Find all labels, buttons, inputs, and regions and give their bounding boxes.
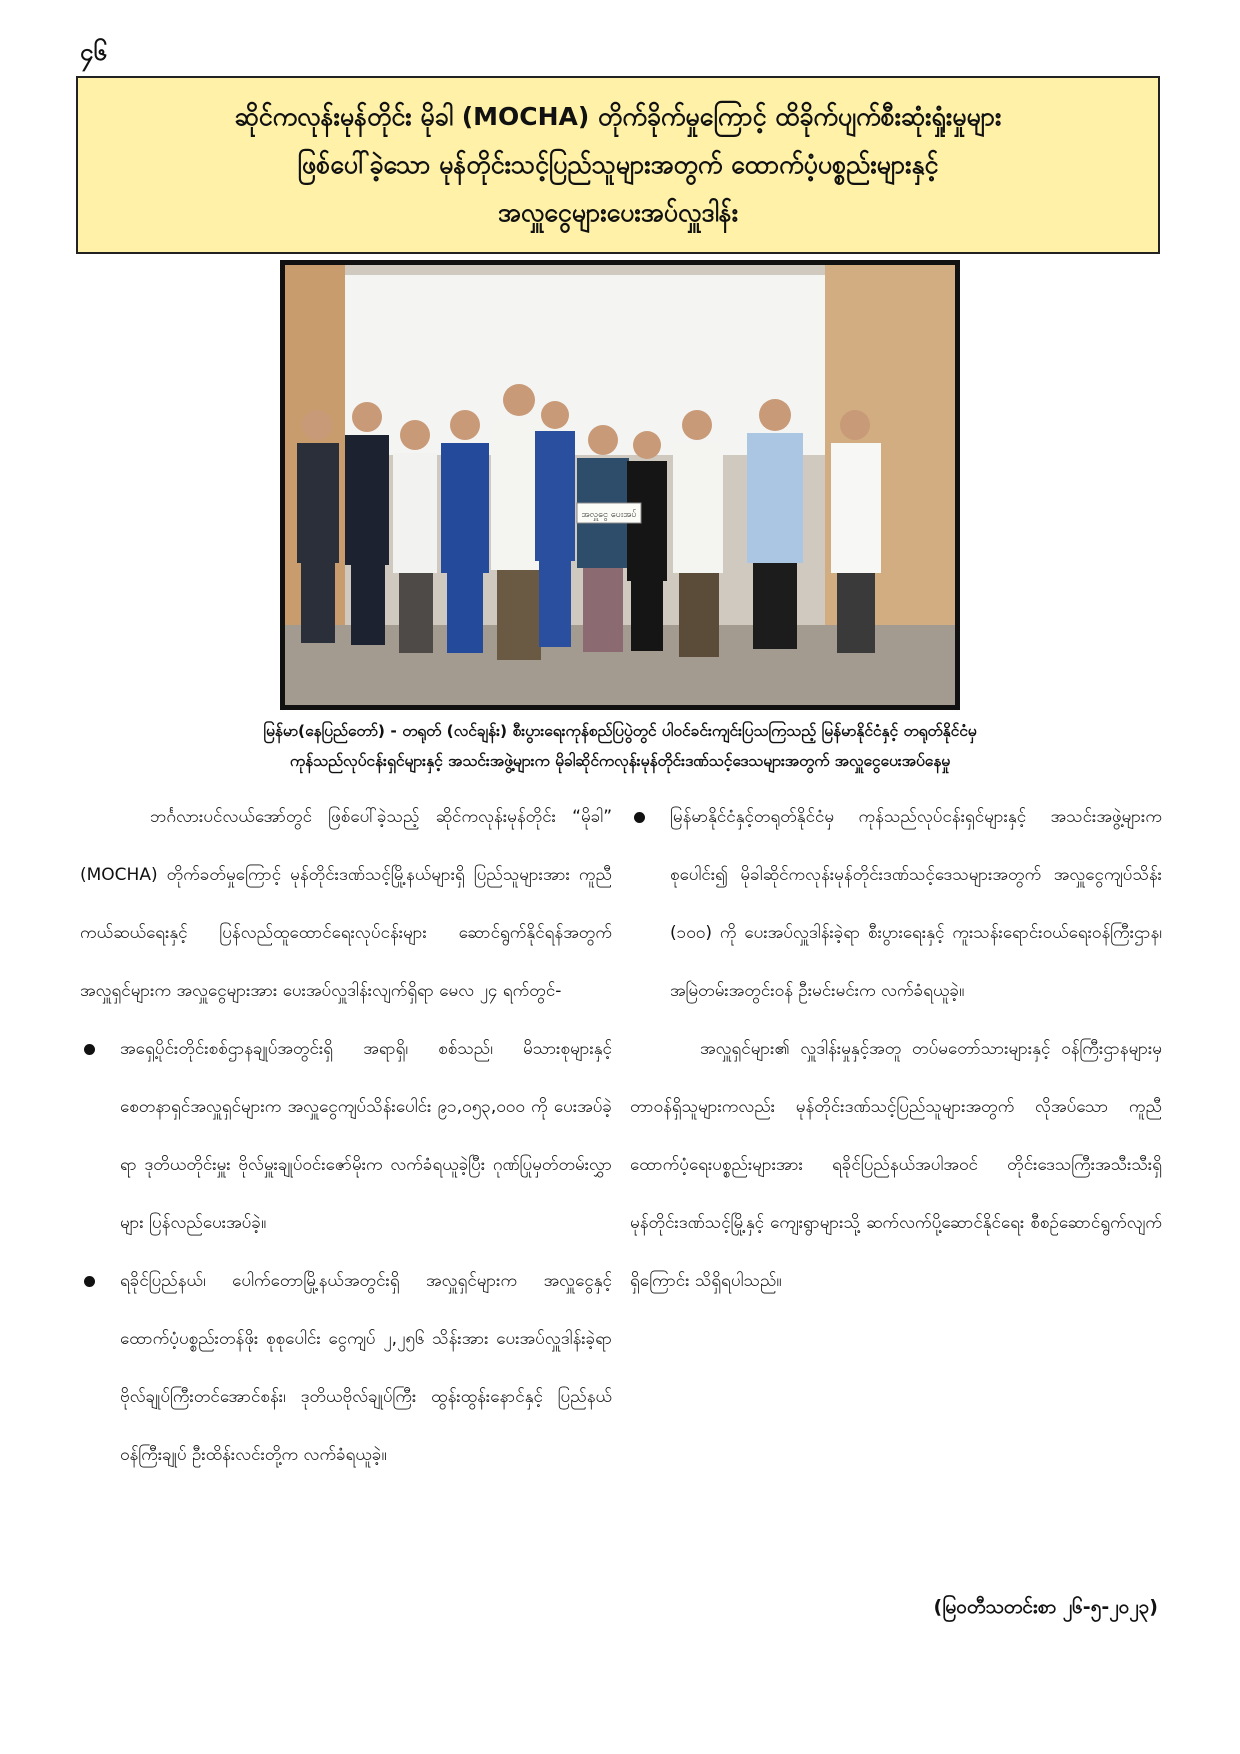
photo-caption [76, 716, 1164, 776]
person [535, 401, 575, 647]
left-column [80, 788, 612, 1484]
list-item-text: မြန်မာနိုင်ငံနှင့်တရုတ်နိုင်ငံမှ ကုန်သည်လုပ်ငန်းရှင်များနှင့် အသင်းအဖွဲ့များက စုပေါင်း၍ မိုခါဆိုင်ကလုန်းမုန်တိုင်းဒဏ်သင့်ဒေသများအတွက် အလှူငွေကျပ်သိန်း (၁၀၀) ကို ပေးအပ်လှူဒါန်းခဲ့ရာ စီးပွားရေးနှင့် ကူးသန်းရောင်းဝယ်ရေးဝန်ကြီးဌာန၊ အမြဲတမ်းအတွင်းဝန် ဦးမင်းမင်းက လက်ခံရယူခဲ့။ [670, 807, 1162, 1001]
person [345, 402, 389, 645]
person [393, 420, 437, 653]
headline-line-2: ဖြစ်ပေါ်ခဲ့သော မုန်တိုင်းသင့်ပြည်သူများအတွက် ထောက်ပံ့ပစ္စည်းများနှင့် [297, 150, 939, 179]
person [297, 410, 339, 643]
news-photo [280, 260, 960, 710]
person [441, 410, 489, 653]
person [577, 425, 629, 652]
bullet-icon [84, 1276, 95, 1287]
bullet-icon [84, 1044, 95, 1055]
donation-board-text: အလှူငွေ ပေးအပ် [581, 510, 637, 520]
person [747, 399, 803, 649]
person [831, 410, 881, 653]
photo-illustration [285, 265, 955, 705]
headline-box [76, 76, 1160, 254]
closing-paragraph: အလှူရှင်များ၏ လှူဒါန်းမှုနှင့်အတူ တပ်မတော်သားများနှင့် ဝန်ကြီးဌာနများမှ တာဝန်ရှိသူများကလည်း မုန်တိုင်းဒဏ်သင့်ပြည်သူများအတွက် လိုအပ်သော ကူညီထောက်ပံ့ရေးပစ္စည်းများအား ရခိုင်ပြည်နယ်အပါအဝင် တိုင်းဒေသကြီးအသီးသီးရှိ မုန်တိုင်းဒဏ်သင့်မြို့နှင့် ကျေးရွာများသို့ ဆက်လက်ပို့ဆောင်နိုင်ရေး စီစဉ်ဆောင်ရွက်လျက်ရှိကြောင်း သိရှိရပါသည်။ [630, 1039, 1162, 1291]
right-column [630, 788, 1162, 1310]
page-number: ၄၆ [80, 38, 107, 66]
headline-line-1: ဆိုင်ကလုန်းမုန်တိုင်း မိုခါ (MOCHA) တိုက်ခိုက်မှုကြောင့် ထိခိုက်ပျက်စီးဆုံးရှုံးမှုများ [234, 102, 1002, 131]
bullet-icon [634, 812, 645, 823]
intro-paragraph: ဘင်္ဂလားပင်လယ်အော်တွင် ဖြစ်ပေါ်ခဲ့သည့် ဆိုင်ကလုန်းမုန်တိုင်း “မိုခါ” (MOCHA) တိုက်ခတ်မှုကြောင့် မုန်တိုင်းဒဏ်သင့်မြို့နယ်များရှိ ပြည်သူများအား ကူညီကယ်ဆယ်ရေးနှင့် ပြန်လည်ထူထောင်ရေးလုပ်ငန်းများ ဆောင်ရွက်နိုင်ရန်အတွက် အလှူရှင်များက အလှူငွေများအား ပေးအပ်လှူဒါန်းလျက်ရှိရာ မေလ ၂၄ ရက်တွင်- [80, 807, 612, 1001]
headline-line-3: အလှူငွေများပေးအပ်လှူဒါန်း [497, 198, 739, 227]
person [627, 431, 667, 651]
caption-line-2: ကုန်သည်လုပ်ငန်းရှင်များနှင့် အသင်းအဖွဲ့များက မိုခါဆိုင်ကလုန်းမုန်တိုင်းဒဏ်သင့်ဒေသများအတွက် အလှူငွေပေးအပ်နေမှု [289, 752, 951, 770]
source-citation: (မြဝတီသတင်းစာ ၂၆-၅-၂၀၂၃) [933, 1596, 1158, 1618]
person [673, 410, 723, 657]
right-bullet-list [630, 788, 1162, 1020]
list-item-text: အရှေ့ပိုင်းတိုင်းစစ်ဌာနချုပ်အတွင်းရှိ အရာရှိ၊ စစ်သည်၊ မိသားစုများနှင့် စေတနာရှင်အလှူရှင်များက အလှူငွေကျပ်သိန်းပေါင်း ၉၁,၀၅၃,၀၀၀ ကို ပေးအပ်ခဲ့ရာ ဒုတိယတိုင်းမှူး ဗိုလ်မှူးချုပ်ဝင်းဇော်မိုးက လက်ခံရယူခဲ့ပြီး ဂုဏ်ပြုမှတ်တမ်းလွှာများ ပြန်လည်ပေးအပ်ခဲ့။ [120, 1039, 612, 1233]
list-item [80, 1020, 612, 1252]
list-item-text: ရခိုင်ပြည်နယ်၊ ပေါက်တောမြို့နယ်အတွင်းရှိ အလှူရှင်များက အလှူငွေနှင့် ထောက်ပံ့ပစ္စည်းတန်ဖိုး စုစုပေါင်း ငွေကျပ် ၂,၂၅၆ သိန်းအား ပေးအပ်လှူဒါန်းခဲ့ရာ ဗိုလ်ချုပ်ကြီးတင်အောင်စန်း၊ ဒုတိယဗိုလ်ချုပ်ကြီး ထွန်းထွန်းနောင်နှင့် ပြည်နယ်ဝန်ကြီးချုပ် ဦးထိန်းလင်းတို့က လက်ခံရယူခဲ့။ [120, 1271, 612, 1465]
caption-line-1: မြန်မာ(နေပြည်တော်) - တရုတ် (လင်ချန်း) စီးပွားရေးကုန်စည်ပြပွဲတွင် ပါဝင်ခင်းကျင်းပြသကြသည့် မြန်မာနိုင်ငံနှင့် တရုတ်နိုင်ငံမှ [263, 722, 977, 740]
list-item [630, 788, 1162, 1020]
list-item [80, 1252, 612, 1484]
left-bullet-list [80, 1020, 612, 1484]
